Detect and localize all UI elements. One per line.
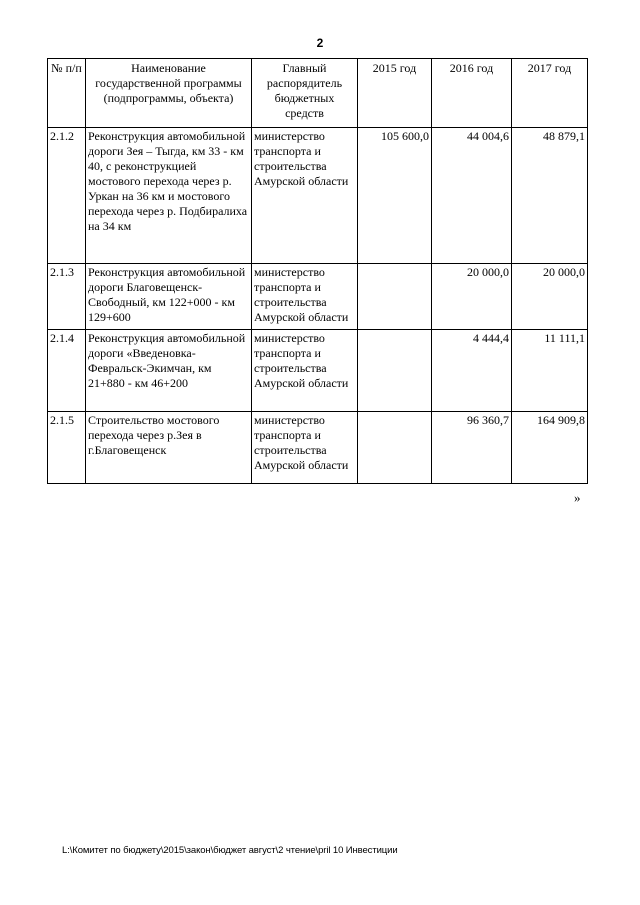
header-name: Наименование государственной программы (подпрограммы, объекта)	[86, 59, 252, 128]
table-row	[48, 264, 588, 330]
row-2016: 44 004,6	[432, 128, 512, 264]
row-2015: 105 600,0	[358, 128, 432, 264]
row-2015	[358, 330, 432, 412]
row-2017: 164 909,8	[512, 412, 588, 484]
closing-quote: »	[574, 490, 581, 505]
table-row	[48, 128, 588, 264]
row-manager: министерство транспорта и строительства Амурской области	[252, 264, 358, 330]
header-manager: Главный распорядитель бюджетных средств	[252, 59, 358, 128]
row-2016: 4 444,4	[432, 330, 512, 412]
row-2016: 96 360,7	[432, 412, 512, 484]
page-number: 2	[316, 36, 324, 50]
header-2017: 2017 год	[512, 59, 588, 128]
row-2015	[358, 412, 432, 484]
row-name: Строительство мостового перехода через р.Зея в г.Благовещенск	[86, 412, 252, 484]
header-2016: 2016 год	[432, 59, 512, 128]
row-name: Реконструкция автомобильной дороги «Введеновка-Февральск-Экимчан, км 21+880 - км 46+200	[86, 330, 252, 412]
row-num: 2.1.3	[48, 264, 86, 330]
header-2015: 2015 год	[358, 59, 432, 128]
table-row	[48, 412, 588, 484]
row-manager: министерство транспорта и строительства Амурской области	[252, 330, 358, 412]
budget-table	[47, 58, 588, 484]
row-2016: 20 000,0	[432, 264, 512, 330]
row-num: 2.1.5	[48, 412, 86, 484]
row-name: Реконструкция автомобильной дороги Зея – Тыгда, км 33 - км 40, с реконструкцией мостового перехода через р. Уркан на 36 км и мостового перехода через р. Подбиралиха на 34 км	[86, 128, 252, 264]
footer-file-path: L:\Комитет по бюджету\2015\закон\бюджет август\2 чтение\pril 10 Инвестиции	[62, 845, 398, 856]
row-manager: министерство транспорта и строительства Амурской области	[252, 128, 358, 264]
row-2017: 48 879,1	[512, 128, 588, 264]
row-num: 2.1.2	[48, 128, 86, 264]
row-2015	[358, 264, 432, 330]
row-name: Реконструкция автомобильной дороги Благовещенск-Свободный, км 122+000 - км 129+600	[86, 264, 252, 330]
row-2017: 11 111,1	[512, 330, 588, 412]
table-row	[48, 330, 588, 412]
row-2017: 20 000,0	[512, 264, 588, 330]
header-num: № п/п	[48, 59, 86, 128]
table-header-row	[48, 59, 588, 128]
row-num: 2.1.4	[48, 330, 86, 412]
row-manager: министерство транспорта и строительства Амурской области	[252, 412, 358, 484]
